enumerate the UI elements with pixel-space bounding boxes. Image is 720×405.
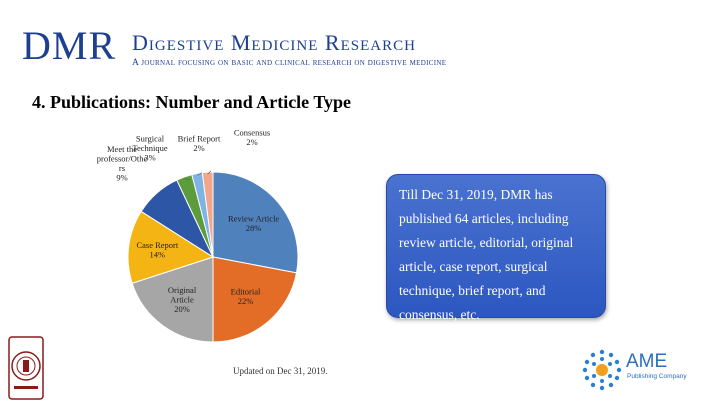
slice-label: Consensus 2% (233, 127, 271, 147)
journal-name: Digestive Medicine Research (132, 30, 416, 55)
updated-note: Updated on Dec 31, 2019. (233, 366, 328, 376)
page-title: 4. Publications: Number and Article Type (32, 92, 352, 112)
ame-logo-icon (580, 348, 624, 392)
summary-callout (386, 174, 606, 322)
publisher-name: AME (626, 351, 668, 372)
slice-label: Editorial 22% (230, 286, 261, 307)
slice-label: Brief Report 2% (177, 133, 221, 153)
journal-logo: DMR (22, 23, 117, 68)
slice-label: Surgical Technique 3% (132, 133, 168, 163)
university-seal-icon (8, 336, 44, 400)
slice-label: Review Article 28% (227, 213, 280, 234)
slice-label: Case Report 14% (136, 240, 179, 260)
slice-label: Original Article 20% (167, 285, 197, 315)
publisher-subtitle: Publishing Company (627, 373, 687, 380)
journal-tagline: A journal focusing on basic and clinical research on digestive medicine (132, 58, 447, 68)
slice-label: Meet the professor/Othe rs 9% (96, 143, 148, 183)
callout-text: Till Dec 31, 2019, DMR has published 64 articles, including review article, editorial, original article, case report, surgical technique, brief report, and consensus, etc. (399, 187, 574, 322)
